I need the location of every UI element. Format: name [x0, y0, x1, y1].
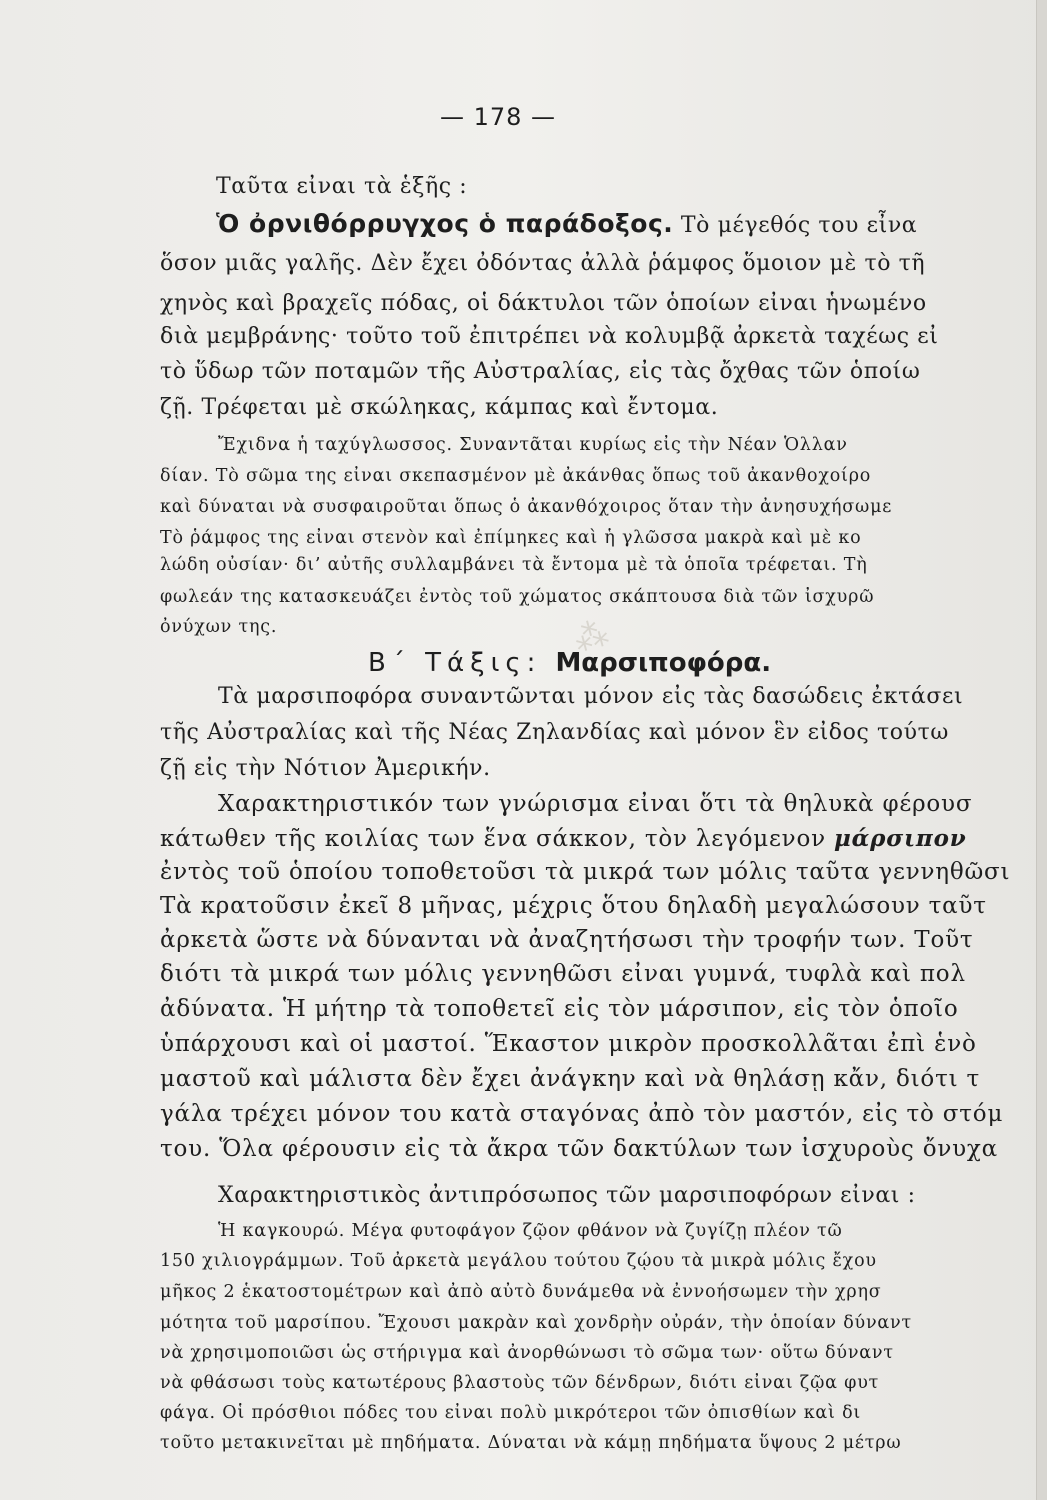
text-line: διὰ μεμβράνης· τοῦτο τοῦ ἐπιτρέπει νὰ κολυμβᾷ ἀρκετὰ ταχέως εἰ — [160, 324, 939, 349]
text-line: ζῇ. Τρέφεται μὲ σκώληκας, κάμπας καὶ ἔντομα. — [160, 395, 719, 420]
text-line: νὰ φθάσωσι τοὺς κατωτέρους βλαστοὺς τῶν δένδρων, διότι εἶναι ζῷα φυτ — [160, 1373, 880, 1393]
text-span: Τὸ μέγεθός του εἶνα — [673, 213, 918, 238]
text-line: νὰ χρησιμοποιῶσι ὡς στήριγμα καὶ ἀνορθώνωσι τὸ σῶμα των· οὕτω δύναντ — [160, 1343, 894, 1363]
text-line: χηνὸς καὶ βραχεῖς πόδας, οἱ δάκτυλοι τῶν ὁποίων εἶναι ἡνωμένο — [160, 291, 927, 316]
text-line: γάλα τρέχει μόνον του κατὰ σταγόνας ἀπὸ τὸν μαστόν, εἰς τὸ στόμ — [160, 1101, 1004, 1127]
text-line: Τὸ ῥάμφος της εἶναι στενὸν καὶ ἐπίμηκες καὶ ἡ γλῶσσα μακρὰ καὶ μὲ κο — [160, 528, 862, 548]
text-line: διότι τὰ μικρά των μόλις γεννηθῶσι εἶναι γυμνά, τυφλὰ καὶ πολ — [160, 961, 966, 987]
text-line: τοῦτο μετακινεῖται μὲ πηδήματα. Δύναται νὰ κάμῃ πηδήματα ὕψους 2 μέτρω — [160, 1433, 902, 1453]
text-span: κάτωθεν τῆς κοιλίας των ἕνα σάκκον, τὸν λεγόμενον — [160, 826, 835, 852]
page-number: — 178 — — [439, 103, 557, 131]
faint-stamp: ⁂ — [569, 613, 613, 661]
text-line: Ἡ καγκουρώ. Μέγα φυτοφάγον ζῷον φθάνον νὰ ζυγίζῃ πλέον τῶ — [218, 1221, 843, 1241]
text-line: τὸ ὕδωρ τῶν ποταμῶν τῆς Αὐστραλίας, εἰς τὰς ὄχθας τῶν ὁποίω — [160, 359, 921, 384]
text-line: δίαν. Τὸ σῶμα της εἶναι σκεπασμένον μὲ ἀκάνθας ὅπως τοῦ ἀκανθοχοίρο — [160, 466, 872, 486]
text-line: Ἔχιδνα ἡ ταχύγλωσσος. Συναντᾶται κυρίως εἰς τὴν Νέαν Ὁλλαν — [218, 435, 848, 455]
text-line: ἀδύνατα. Ἡ μήτηρ τὰ τοποθετεῖ εἰς τὸν μάρσιπον, εἰς τὸν ὁποῖο — [160, 996, 959, 1022]
text-line: Ταῦτα εἶναι τὰ ἑξῆς : — [216, 174, 468, 199]
text-line: φάγα. Οἱ πρόσθιοι πόδες του εἶναι πολὺ μικρότεροι τῶν ὀπισθίων καὶ δι — [160, 1403, 862, 1423]
bold-term: Ὁ ὀρνιθόρρυγχος ὁ παράδοξος. — [216, 209, 674, 238]
text-line: ἀρκετὰ ὥστε νὰ δύνανται νὰ ἀναζητήσωσι τὴν τροφήν των. Τοῦτ — [160, 927, 974, 953]
text-line: Τὰ κρατοῦσιν ἐκεῖ 8 μῆνας, μέχρις ὅτου δηλαδὴ μεγαλώσουν ταῦτ — [160, 893, 987, 919]
text-line: ὅσον μιᾶς γαλῆς. Δὲν ἔχει ὀδόντας ἀλλὰ ῥάμφος ὅμοιον μὲ τὸ τῆ — [160, 251, 926, 276]
text-line: Χαρακτηριστικὸς ἀντιπρόσωπος τῶν μαρσιποφόρων εἶναι : — [218, 1183, 916, 1208]
text-line: 150 χιλιογράμμων. Τοῦ ἀρκετὰ μεγάλου τούτου ζῴου τὰ μικρὰ μόλις ἔχου — [160, 1251, 877, 1271]
text-line: καὶ δύναται νὰ συσφαιροῦται ὅπως ὁ ἀκανθόχοιρος ὅταν τὴν ἀνησυχήσωμε — [160, 497, 893, 517]
text-line: λώδη οὐσίαν· δι’ αὐτῆς συλλαμβάνει τὰ ἔντομα μὲ τὰ ὁποῖα τρέφεται. Τὴ — [160, 555, 868, 575]
text-line: ζῇ εἰς τὴν Νότιον Ἀμερικήν. — [160, 756, 491, 781]
text-line: Χαρακτηριστικόν των γνώρισμα εἶναι ὅτι τὰ θηλυκὰ φέρουσ — [218, 791, 973, 817]
section-heading — [368, 648, 771, 678]
text-line: τῆς Αὐστραλίας καὶ τῆς Νέας Ζηλανδίας καὶ μόνον ἓν εἶδος τούτω — [160, 720, 949, 745]
text-line: μότητα τοῦ μαρσίπου. Ἔχουσι μακρὰν καὶ χονδρὴν οὐράν, τὴν ὁποίαν δύναντ — [160, 1313, 912, 1333]
text-line: μῆκος 2 ἑκατοστομέτρων καὶ ἀπὸ αὐτὸ δυνάμεθα νὰ ἐννοήσωμεν τὴν χρησ — [160, 1282, 882, 1302]
text-line — [216, 209, 1047, 238]
text-line: του. Ὅλα φέρουσιν εἰς τὰ ἄκρα τῶν δακτύλων των ἰσχυροὺς ὄνυχα — [160, 1136, 998, 1162]
section-label: Β΄ Τάξις: — [368, 648, 542, 678]
text-line: φωλεάν της κατασκευάζει ἐντὸς τοῦ χώματος σκάπτουσα διὰ τῶν ἰσχυρῶ — [160, 587, 875, 607]
text-line — [160, 825, 1047, 852]
text-line: ὀνύχων της. — [160, 617, 278, 637]
text-line: μαστοῦ καὶ μάλιστα δὲν ἔχει ἀνάγκην καὶ νὰ θηλάσῃ κἄν, διότι τ — [160, 1066, 981, 1092]
text-line: Τὰ μαρσιποφόρα συναντῶνται μόνον εἰς τὰς δασώδεις ἐκτάσει — [218, 684, 964, 709]
italic-term: μάρσιπον — [834, 825, 967, 852]
text-line: ἐντὸς τοῦ ὁποίου τοποθετοῦσι τὰ μικρά των μόλις ταῦτα γεννηθῶσι — [160, 859, 1011, 885]
text-line: ὑπάρχουσι καὶ οἱ μαστοί. Ἕκαστον μικρὸν προσκολλᾶται ἐπὶ ἑνὸ — [160, 1031, 977, 1057]
section-title: Μαρσιποφόρα. — [555, 648, 772, 678]
